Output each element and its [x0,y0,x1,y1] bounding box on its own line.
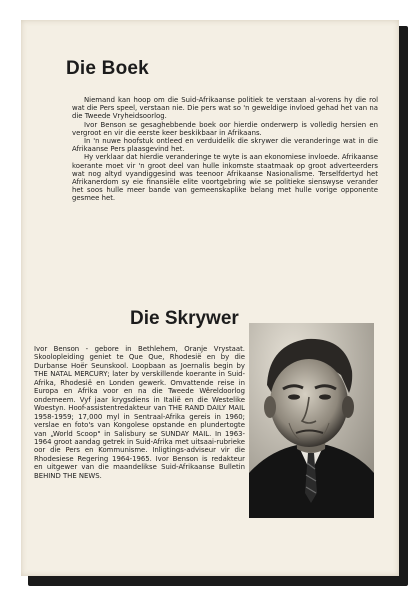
author-heading: Die Skrywer [130,308,239,329]
book-paragraph: Hy verklaar dat hierdie veranderinge te wyte is aan ekonomiese invloede. Afrikaanse koerante moet vir 'n groot deel van hulle inkomste staatmaak op groot adverteerders wat nog altyd vyandiggesind was teenoor Afrikaanse Nasionalisme. Terselfdertyd het Afrikanerdom sy eie finansiële elite voortgebring wie se politieke sienswyse verander het soos hulle meer bande van gemeenskaplike belang met hulle vorige opponente gesmee het. [72,153,378,203]
portrait-illustration [249,323,374,518]
book-paragraph: Niemand kan hoop om die Suid-Afrikaanse politiek te verstaan al-vorens hy die rol wat die Pers speel, verstaan nie. Die pers wat so 'n geweldige invloed gehad het van na die Tweede Vryheidsoorlog. [72,96,378,121]
book-back-cover [21,20,399,576]
author-portrait-photo [249,323,374,518]
author-bio: Ivor Benson - gebore in Bethlehem, Oranje Vrystaat. Skoolopleiding geniet te Que Que, Rhodesië en by die Durbanse Hoër Seunskool. Loopbaan as Joernalis begin by THE NATAL MERCURY; later by verskillende koerante in Suid-Afrika, Rhodesië en Londen gewerk. Omvattende reise in Europa en Afrika voor en na die Tweede Wêreldoorlog onderneem. Vyf jaar krygsdiens in Italië en die Westelike Woestyn. Hoof-assistentredakteur van THE RAND DAILY MAIL 1958-1959; 17,000 myl in Sentraal-Afrika gereis in 1960; verslae en foto's van Kongolese opstande en plundertogte van „World Scoop" in Salisbury se SUNDAY MAIL. In 1963-1964 groot aandag getrek in Suid-Afrika met uitsaai-rubrieke oor die Pers en Kommunisme. Inligtings-adviseur vir die Rhodesiese Regering 1964-1965. Ivor Benson is redakteur en uitgewer van die maandelikse Suid-Afrikaanse Bulletin BEHIND THE NEWS. [34,345,245,480]
book-paragraph: Ivor Benson se gesaghebbende boek oor hierdie onderwerp is volledig hersien en vergroot en vir die eerste keer beskikbaar in Afrikaans. [72,120,378,137]
book-paragraph: In 'n nuwe hoofstuk ontleed en verduidelik die skrywer die veranderinge wat in die Afrikaanse Pers plaasgevind het. [72,137,378,154]
book-description [72,96,378,203]
book-heading: Die Boek [66,58,149,79]
